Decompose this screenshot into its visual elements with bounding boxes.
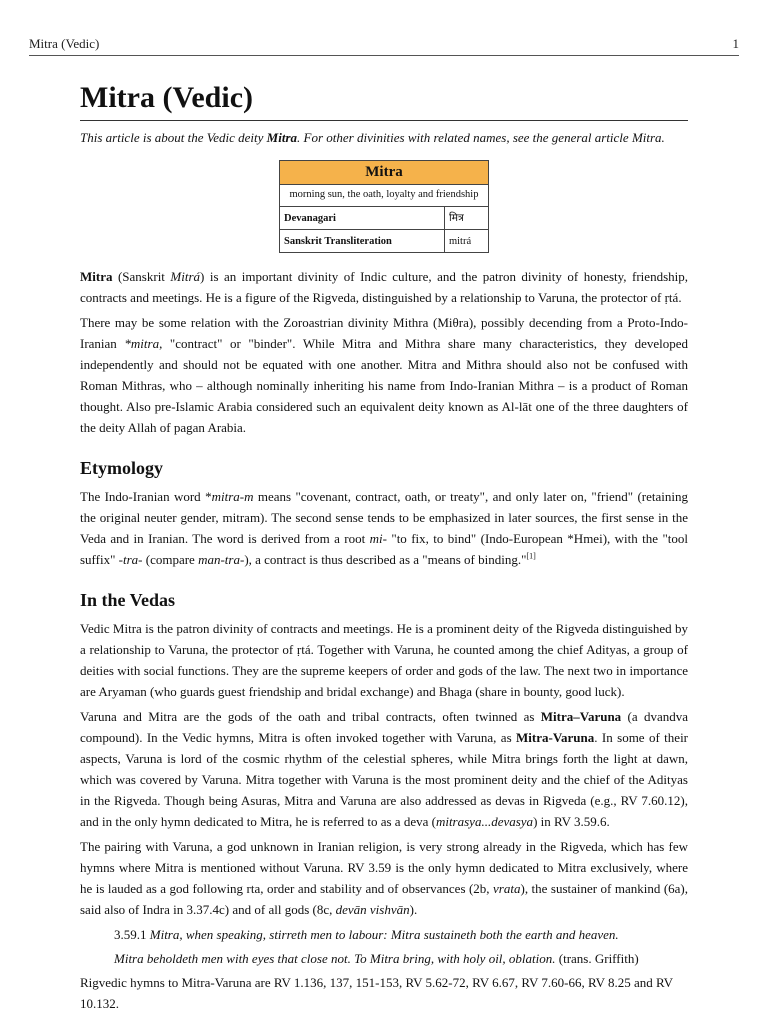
etymology-text: ), a contract is thus described as a "means of binding." bbox=[244, 552, 527, 567]
infobox-label: Sanskrit Transliteration bbox=[280, 230, 445, 253]
hatnote bbox=[80, 130, 688, 146]
vedas-text: . In some of their aspects, Varuna is lord of the cosmic rhythm of the celestial spheres, while Mitra brings forth the light at dawn, which was covered by Varuna. Mitra together with Varuna is the most prominent deity and the chief of the Adityas in the Rigveda. Though being Asuras, Mitra and Varuna are also addressed as devas in Rigveda (e.g., RV 7.60.12), and in the only hymn dedicated to Mitra, he is referred to as a deva ( bbox=[80, 730, 689, 829]
infobox-value: मित्र bbox=[444, 207, 488, 230]
intro-text: There may be some relation with the Zoroastrian divinity Mithra (Miθra), possibly decending from a Proto-Indo-Iranian bbox=[80, 315, 688, 351]
intro-italic: *mitra bbox=[124, 336, 160, 351]
vedas-heading: In the Vedas bbox=[80, 590, 176, 610]
infobox bbox=[279, 160, 489, 253]
quote-text: Mitra beholdeth men with eyes that close not. To Mitra bring, with holy oil, oblation. bbox=[114, 951, 556, 966]
vedas-paragraph-2 bbox=[80, 706, 688, 832]
hatnote-link-text[interactable]: . For other divinities with related names, see the general article Mitra. bbox=[297, 130, 665, 145]
vedas-text: Varuna and Mitra are the gods of the oath and tribal contracts, often twinned as bbox=[80, 709, 541, 724]
infobox-value: mitrá bbox=[444, 230, 488, 253]
reference-link[interactable]: [1] bbox=[526, 551, 536, 561]
vedas-text: (a dvandva compound). In the Vedic hymns, Mitra is often invoked together with Varuna, as bbox=[80, 709, 689, 745]
hymn-quote-1 bbox=[114, 924, 688, 945]
quote-attribution: (trans. Griffith) bbox=[555, 951, 639, 966]
running-header bbox=[29, 36, 739, 52]
vedas-italic: vrata bbox=[493, 881, 521, 896]
etymology-text: (compare bbox=[142, 552, 199, 567]
etymology-italic: mi- bbox=[369, 531, 387, 546]
etymology-text: means "covenant, contract, oath, or treaty", and only later on, "friend" (retaining the original neuter gender, mitram). The second sense tends to be emphasized in later sources, the first sense in the Veda and in Iranian. The word is derived from a root bbox=[80, 489, 688, 546]
intro-bold: Mitra bbox=[80, 269, 113, 284]
intro-text: , "contract" or "binder". While Mitra and Mithra share many characteristics, they developed independently and should not be equated with one another. Mitra and Mithra should also not be confused with Roman Mithras, who – although nominally inheriting his name from Indo-Iranian Mithra – is a product of Roman thought. Also pre-Islamic Arabia considered such an equivalent deity known as Al-lāt one of the three daughters of the deity Allah of pagan Arabia. bbox=[80, 336, 689, 435]
infobox-row bbox=[280, 230, 489, 253]
hatnote-text: This article is about the Vedic deity bbox=[80, 130, 267, 145]
intro-italic: Mitrá bbox=[170, 269, 201, 284]
infobox-subtitle: morning sun, the oath, loyalty and friendship bbox=[280, 185, 489, 207]
page-title: Mitra (Vedic) bbox=[80, 80, 688, 121]
etymology-paragraph bbox=[80, 486, 688, 570]
etymology-text: The Indo-Iranian word * bbox=[80, 489, 212, 504]
vedas-text: ). bbox=[409, 902, 418, 917]
hymn-quote-2 bbox=[114, 948, 688, 969]
intro-text: ) is an important divinity of Indic culture, and the patron divinity of honesty, friendship, contracts and meetings. He is a figure of the Rigveda, distinguished by a relationship to Varuna, the protector of ṛtá. bbox=[80, 269, 688, 305]
vedas-italic: devān vishvān bbox=[335, 902, 410, 917]
hatnote-bold: Mitra bbox=[266, 130, 298, 145]
etymology-italic: -tra- bbox=[118, 552, 143, 567]
etymology-text: "to fix, to bind" (Indo-European *Hmei), with the "tool suffix" bbox=[80, 531, 688, 567]
vedas-paragraph-1: Vedic Mitra is the patron divinity of contracts and meetings. He is a prominent deity of the Rigveda distinguished by a relationship to Varuna, the protector of ṛtá. Together with Varuna, he counted among the chief Adityas, a group of deities with social functions. They are the supreme keepers of order and gods of the law. The next two in importance are Aryaman (who guards guest friendship and bridal exchange) and Bhaga (share in bounty, good luck). bbox=[80, 621, 688, 699]
etymology-heading: Etymology bbox=[80, 458, 163, 478]
intro-text: (Sanskrit bbox=[112, 269, 171, 284]
vedas-text: The pairing with Varuna, a god unknown in Iranian religion, is very strong already in the Rigveda, which has few hymns where Mitra is mentioned without Varuna. RV 3.59 is the only hymn dedicated to Mitra exclusively, where he is lauded as a god following rta, order and stability and of observances (2b, bbox=[80, 839, 688, 896]
article-body bbox=[80, 80, 688, 1018]
vedas-bold: Mitra-Varuna bbox=[516, 730, 595, 745]
quote-ref: 3.59.1 bbox=[114, 927, 150, 942]
vedas-text: ), the sustainer of mankind (6a), said also of Indra in 3.37.4c) and of all gods (8c, bbox=[80, 881, 688, 917]
vedas-paragraph-3 bbox=[80, 836, 688, 920]
quote-text: Mitra, when speaking, stirreth men to labour: Mitra sustaineth both the earth and heaven. bbox=[149, 927, 619, 942]
infobox-row bbox=[280, 207, 489, 230]
vedas-text: ) in RV 3.59.6. bbox=[533, 814, 610, 829]
infobox-label: Devanagari bbox=[280, 207, 445, 230]
etymology-italic: mitra-m bbox=[211, 489, 254, 504]
vedas-italic: mitrasya...devasya bbox=[435, 814, 534, 829]
intro-paragraph-2 bbox=[80, 312, 688, 438]
etymology-italic: man-tra- bbox=[198, 552, 245, 567]
page-number: 1 bbox=[732, 36, 739, 51]
vedas-bold: Mitra–Varuna bbox=[540, 709, 622, 724]
infobox-title: Mitra bbox=[280, 161, 489, 185]
running-header-title: Mitra (Vedic) bbox=[29, 36, 100, 51]
header-divider bbox=[29, 55, 739, 56]
vedas-paragraph-4: Rigvedic hymns to Mitra-Varuna are RV 1.136, 137, 151-153, RV 5.62-72, RV 6.67, RV 7.60-66, RV 8.25 and RV 10.132. bbox=[80, 975, 673, 1011]
intro-paragraph-1 bbox=[80, 266, 688, 308]
